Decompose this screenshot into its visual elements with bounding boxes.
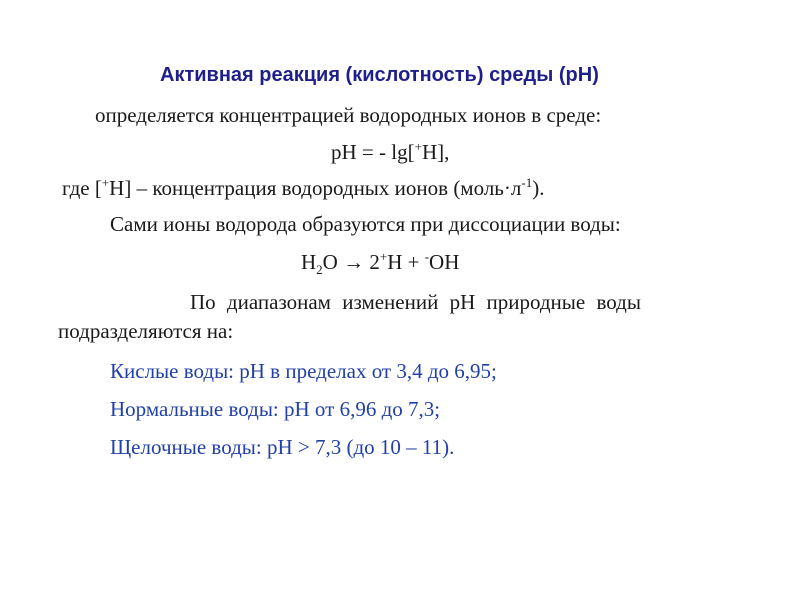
f2-mid2: H +: [387, 250, 425, 274]
f2-sup1: +: [379, 249, 388, 264]
list-item-acidic: [110, 358, 497, 384]
dissociation-formula: [301, 249, 460, 278]
where-before: где [: [62, 176, 102, 200]
f2-sup2: -: [424, 249, 430, 264]
dissociation-text: Сами ионы водорода образуются при диссоциации воды:: [110, 212, 621, 236]
ranges-text-1: По диапазонам изменений pH природные воды: [190, 290, 641, 314]
alkaline-text: Щелочные воды: pH > 7,3 (до 10 – 11).: [110, 435, 455, 459]
where-line: [62, 175, 544, 201]
ph-formula-left: pH = - lg[: [331, 140, 415, 164]
ranges-line-1: [190, 289, 768, 315]
list-item-alkaline: [110, 434, 454, 460]
ph-formula-sup: +: [414, 139, 422, 154]
f2-h: H: [301, 250, 317, 274]
where-sup2: -1: [521, 175, 533, 190]
f2-after: OH: [429, 250, 460, 274]
ph-formula: [331, 139, 449, 165]
ph-formula-right: H],: [421, 140, 450, 164]
title-symbol: (pH): [558, 64, 599, 86]
f2-sub: 2: [316, 262, 323, 278]
where-after: ).: [532, 176, 545, 200]
dissociation-intro: [110, 211, 621, 237]
definition-text: определяется концентрацией водородных ионов в среде:: [95, 103, 602, 127]
where-mid: H] – концентрация водородных ионов (моль·л: [109, 176, 522, 200]
normal-text: Нормальные воды: pH от 6,96 до 7,3;: [110, 397, 441, 421]
acidic-text: Кислые воды: pH в пределах от 3,4 до 6,95;: [110, 359, 497, 383]
ranges-line-2: [58, 318, 233, 344]
f2-mid: O → 2: [322, 250, 380, 274]
title-main: Активная реакция (кислотность) среды: [160, 64, 554, 86]
slide-title: [160, 62, 599, 88]
ranges-text-2: подразделяются на:: [58, 319, 234, 343]
where-sup1: +: [101, 175, 110, 190]
definition-line: [95, 102, 601, 128]
list-item-normal: [110, 396, 440, 422]
